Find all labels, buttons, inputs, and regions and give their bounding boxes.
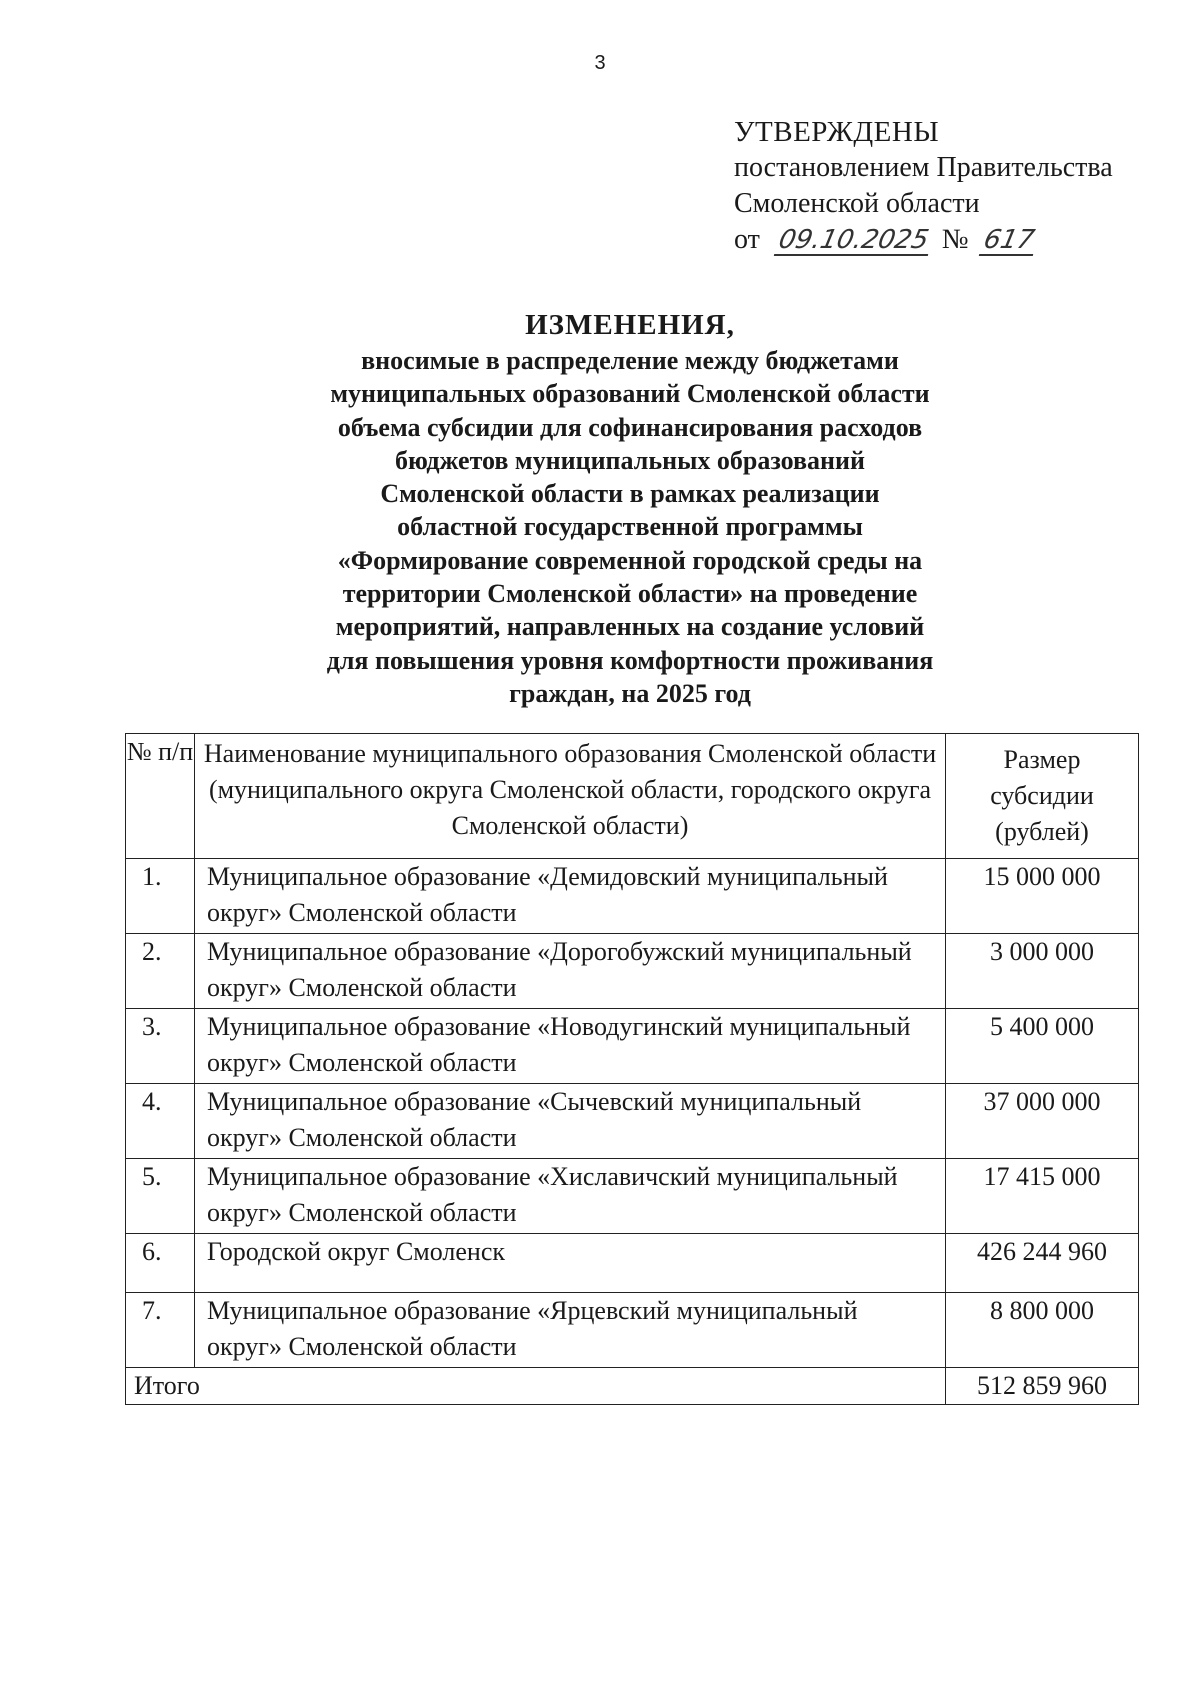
header-amount: Размер субсидии (рублей)	[946, 734, 1139, 859]
total-row	[126, 1368, 1139, 1405]
table-row	[126, 1009, 1139, 1084]
header-num: № п/п	[126, 734, 195, 859]
row-num: 6.	[126, 1234, 195, 1293]
row-amount: 8 800 000	[946, 1293, 1139, 1368]
approval-title: УТВЕРЖДЕНЫ	[734, 116, 940, 148]
row-name: Муниципальное образование «Сычевский муниципальный округ» Смоленской области	[195, 1084, 946, 1159]
row-num: 4.	[126, 1084, 195, 1159]
page-number: 3	[594, 52, 606, 74]
row-amount: 3 000 000	[946, 934, 1139, 1009]
row-name: Муниципальное образование «Дорогобужский муниципальный округ» Смоленской области	[195, 934, 946, 1009]
table-row	[126, 1159, 1139, 1234]
row-amount: 37 000 000	[946, 1084, 1139, 1159]
header-name: Наименование муниципального образования Смоленской области (муниципального округа Смоленской области, городского округа Смоленской области)	[195, 734, 946, 859]
row-name: Муниципальное образование «Хиславичский муниципальный округ» Смоленской области	[195, 1159, 946, 1234]
row-num: 2.	[126, 934, 195, 1009]
table-row	[126, 1084, 1139, 1159]
handwritten-number: 617	[978, 226, 1038, 256]
row-name: Городской округ Смоленск	[195, 1234, 946, 1293]
table-row	[126, 934, 1139, 1009]
document-title-block	[200, 306, 1060, 710]
row-name: Муниципальное образование «Демидовский муниципальный округ» Смоленской области	[195, 859, 946, 934]
total-amount: 512 859 960	[946, 1368, 1139, 1405]
handwritten-date: 09.10.2025	[774, 226, 934, 256]
approval-date-line	[734, 222, 1113, 258]
document-subtitle: вносимые в распределение между бюджетами муниципальных образований Смоленской области объема субсидии для софинансирования расходов бюджетов муниципальных образований Смоленской области в рамках реализации областной государственной программы «Формирование современной городской среды на территории Смоленской области» на проведение мероприятий, направленных на создание условий для повышения уровня комфортности проживания граждан, на 2025 год	[326, 346, 934, 708]
document-title: ИЗМЕНЕНИЯ,	[525, 309, 735, 341]
table-row	[126, 859, 1139, 934]
row-num: 7.	[126, 1293, 195, 1368]
subsidy-table	[125, 733, 1139, 1405]
row-num: 5.	[126, 1159, 195, 1234]
row-name: Муниципальное образование «Ярцевский муниципальный округ» Смоленской области	[195, 1293, 946, 1368]
row-name: Муниципальное образование «Новодугинский муниципальный округ» Смоленской области	[195, 1009, 946, 1084]
row-amount: 5 400 000	[946, 1009, 1139, 1084]
approval-stamp	[734, 114, 1113, 258]
from-label: от	[734, 224, 760, 255]
row-num: 3.	[126, 1009, 195, 1084]
total-label: Итого	[126, 1368, 946, 1405]
table-row	[126, 1234, 1139, 1293]
row-amount: 15 000 000	[946, 859, 1139, 934]
approval-line-2: Смоленской области	[734, 188, 980, 219]
number-label: №	[941, 224, 969, 255]
approval-line-1: постановлением Правительства	[734, 152, 1113, 183]
table-header-row	[126, 734, 1139, 859]
row-num: 1.	[126, 859, 195, 934]
row-amount: 17 415 000	[946, 1159, 1139, 1234]
table-row	[126, 1293, 1139, 1368]
row-amount: 426 244 960	[946, 1234, 1139, 1293]
